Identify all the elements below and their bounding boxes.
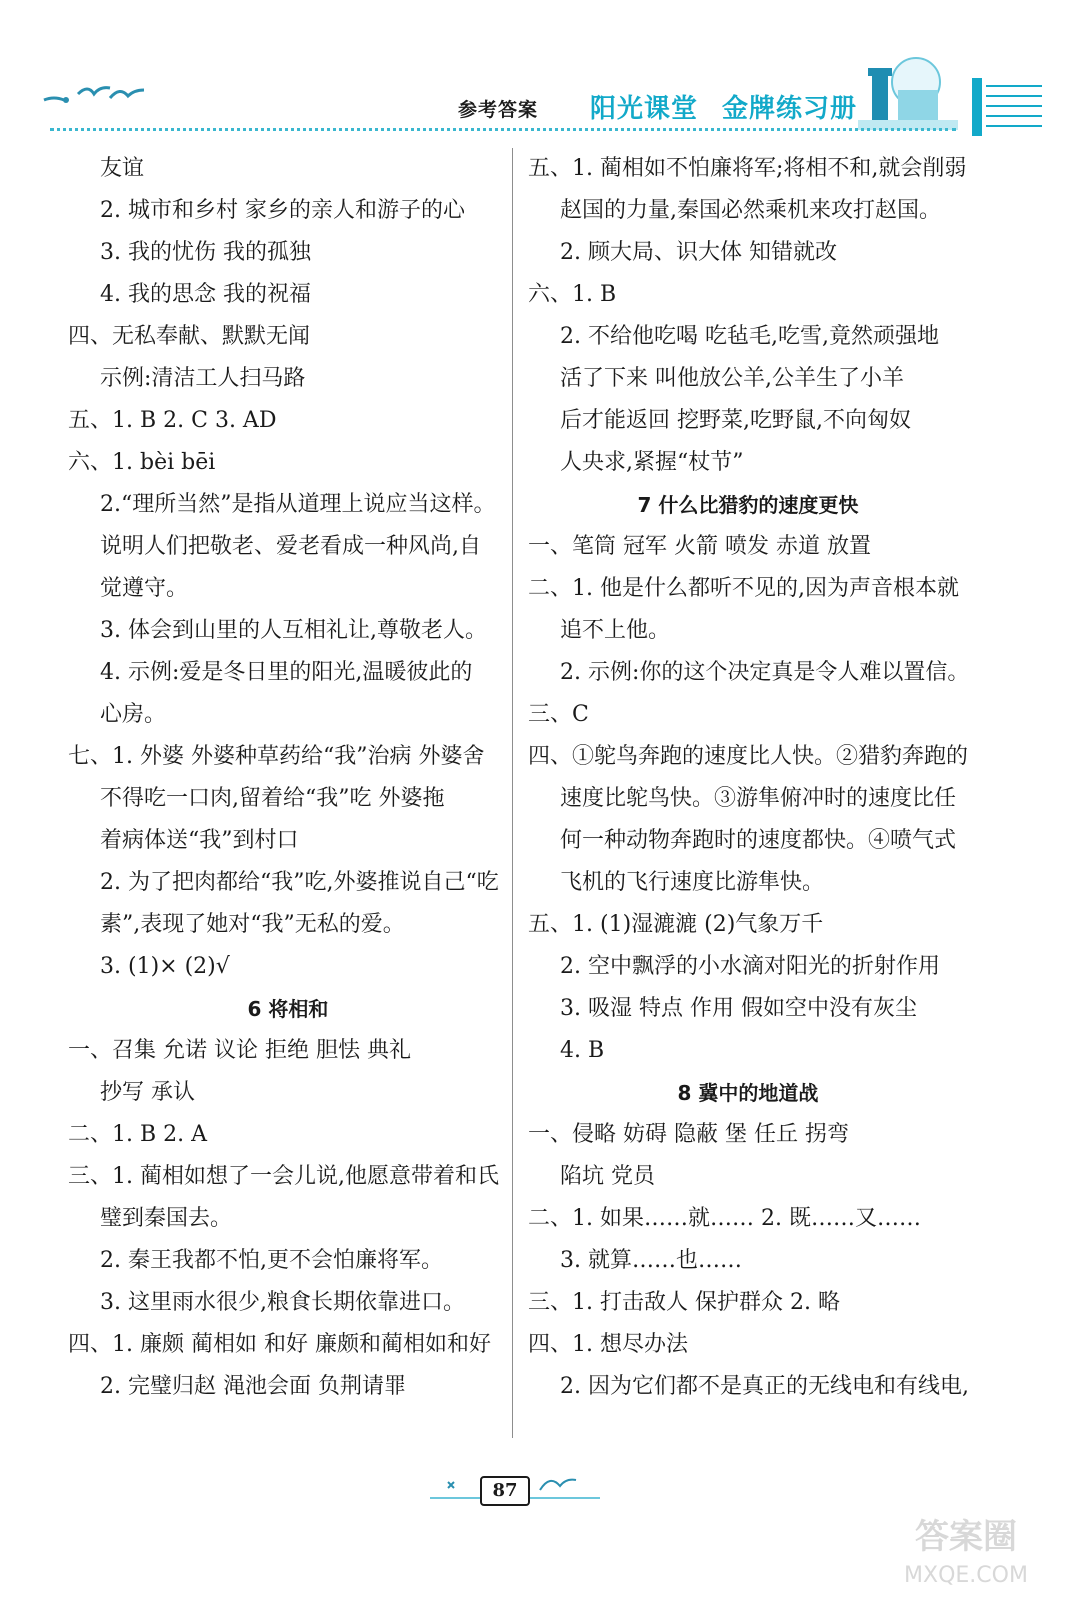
answer-line: 2. 空中飘浮的小水滴对阳光的折射作用 bbox=[560, 954, 940, 979]
answer-line: 陷坑 党员 bbox=[560, 1164, 655, 1189]
answer-line: 3. 这里雨水很少,粮食长期依靠进口。 bbox=[100, 1290, 465, 1315]
answer-line: 五、1. B 2. C 3. AD bbox=[68, 408, 277, 433]
answer-line: 四、1. 想尽办法 bbox=[528, 1332, 688, 1357]
section-title: 8 冀中的地道战 bbox=[677, 1081, 819, 1105]
answer-line: 4. B bbox=[560, 1038, 605, 1063]
answer-line: 3. 就算……也…… bbox=[560, 1248, 742, 1273]
answer-line: 二、1. B 2. A bbox=[68, 1122, 208, 1147]
answer-line: 4. 示例:爱是冬日里的阳光,温暖彼此的 bbox=[100, 660, 473, 685]
answer-line: 2. 完璧归赵 渑池会面 负荆请罪 bbox=[100, 1374, 406, 1399]
answer-line: 二、1. 他是什么都听不见的,因为声音根本就 bbox=[528, 576, 959, 601]
answer-line: 觉遵守。 bbox=[100, 576, 189, 601]
watermark-logo bbox=[866, 1510, 1066, 1590]
answer-line: 四、①鸵鸟奔跑的速度比人快。②猎豹奔跑的 bbox=[528, 744, 969, 769]
answer-line: 四、1. 廉颇 蔺相如 和好 廉颇和蔺相如和好 bbox=[68, 1332, 491, 1357]
answer-line: 2. 不给他吃喝 吃毡毛,吃雪,竟然顽强地 bbox=[560, 324, 939, 349]
answer-line: 五、1. (1)湿漉漉 (2)气象万千 bbox=[528, 912, 824, 937]
answer-line: 一、召集 允诺 议论 拒绝 胆怯 典礼 bbox=[68, 1038, 411, 1063]
answer-line: 五、1. 蔺相如不怕廉将军;将相不和,就会削弱 bbox=[528, 156, 967, 181]
svg-text:答案圈: 答案圈 bbox=[915, 1517, 1017, 1557]
answer-line: 着病体送“我”到村口 bbox=[100, 828, 299, 853]
answer-line: 璧到秦国去。 bbox=[100, 1206, 233, 1231]
answer-line: 活了下来 叫他放公羊,公羊生了小羊 bbox=[560, 366, 904, 391]
page-header bbox=[0, 0, 1086, 140]
left-column bbox=[68, 148, 508, 1408]
answer-line: 4. 我的思念 我的祝福 bbox=[100, 282, 311, 307]
answer-line: 追不上他。 bbox=[560, 618, 671, 643]
answer-line: 赵国的力量,秦国必然乘机来攻打赵国。 bbox=[560, 198, 941, 223]
answer-line: 四、无私奉献、默默无闻 bbox=[68, 324, 311, 349]
answer-line: 人央求,紧握“杖节” bbox=[560, 450, 744, 475]
answer-line: 2.“理所当然”是指从道理上说应当这样。 bbox=[100, 492, 496, 517]
answer-line: 2. 示例:你的这个决定真是令人难以置信。 bbox=[560, 660, 970, 685]
answer-line: 2. 为了把肉都给“我”吃,外婆推说自己“吃 bbox=[100, 870, 499, 895]
answer-line: 三、1. 打击敌人 保护群众 2. 略 bbox=[528, 1290, 840, 1315]
answer-line: 3. 吸湿 特点 作用 假如空中没有灰尘 bbox=[560, 996, 917, 1021]
answer-line: 三、C bbox=[528, 702, 589, 727]
birds-icon bbox=[40, 70, 150, 120]
brand-left: 阳光课堂 bbox=[590, 94, 699, 124]
header-lines-icon bbox=[972, 78, 1042, 136]
answer-line: 说明人们把敬老、爱老看成一种风尚,自 bbox=[100, 534, 481, 559]
answer-line: 3. (1)× (2)√ bbox=[100, 954, 230, 979]
answer-line: 3. 我的忧伤 我的孤独 bbox=[100, 240, 311, 265]
answer-line: 心房。 bbox=[100, 702, 167, 727]
answer-line: 七、1. 外婆 外婆种草药给“我”治病 外婆舍 bbox=[68, 744, 485, 769]
answer-line: 素”,表现了她对“我”无私的爱。 bbox=[100, 912, 405, 937]
section-title: 6 将相和 bbox=[247, 997, 329, 1021]
svg-text:MXQE.COM: MXQE.COM bbox=[904, 1563, 1028, 1588]
column-divider bbox=[512, 148, 513, 1438]
answer-line: 一、侵略 妨碍 隐蔽 堡 任丘 拐弯 bbox=[528, 1122, 849, 1147]
answer-line: 抄写 承认 bbox=[100, 1080, 195, 1105]
answer-line: 2. 因为它们都不是真正的无线电和有线电, bbox=[560, 1374, 969, 1399]
answer-line: 三、1. 蔺相如想了一会儿说,他愿意带着和氏 bbox=[68, 1164, 499, 1189]
answer-line: 何一种动物奔跑时的速度都快。④喷气式 bbox=[560, 828, 957, 853]
answer-line: 不得吃一口肉,留着给“我”吃 外婆拖 bbox=[100, 786, 445, 811]
brand-right: 金牌练习册 bbox=[722, 94, 858, 124]
answer-line: 飞机的飞行速度比游隼快。 bbox=[560, 870, 825, 895]
answer-line: 友谊 bbox=[100, 156, 145, 181]
right-column bbox=[528, 148, 968, 1408]
header-label: 参考答案 bbox=[458, 99, 539, 121]
answer-line: 2. 顾大局、识大体 知错就改 bbox=[560, 240, 837, 265]
answer-line: 3. 体会到山里的人互相礼让,尊敬老人。 bbox=[100, 618, 487, 643]
answer-line: 一、笔筒 冠军 火箭 喷发 赤道 放置 bbox=[528, 534, 871, 559]
answer-line: 速度比鸵鸟快。③游隼俯冲时的速度比任 bbox=[560, 786, 957, 811]
answer-line: 后才能返回 挖野菜,吃野鼠,不向匈奴 bbox=[560, 408, 911, 433]
section-title: 7 什么比猎豹的速度更快 bbox=[637, 493, 859, 517]
header-brand bbox=[590, 88, 857, 125]
answer-line: 六、1. bèi bēi bbox=[68, 450, 216, 475]
page-number: 87 bbox=[480, 1476, 530, 1506]
answer-line: 二、1. 如果……就…… 2. 既……又…… bbox=[528, 1206, 921, 1231]
answer-line: 2. 秦王我都不怕,更不会怕廉将军。 bbox=[100, 1248, 443, 1273]
header-dotted-rule bbox=[50, 128, 956, 131]
answer-line: 2. 城市和乡村 家乡的亲人和游子的心 bbox=[100, 198, 465, 223]
answer-line: 六、1. B bbox=[528, 282, 617, 307]
answer-line: 示例:清洁工人扫马路 bbox=[100, 366, 306, 391]
lighthouse-icon bbox=[858, 50, 958, 130]
